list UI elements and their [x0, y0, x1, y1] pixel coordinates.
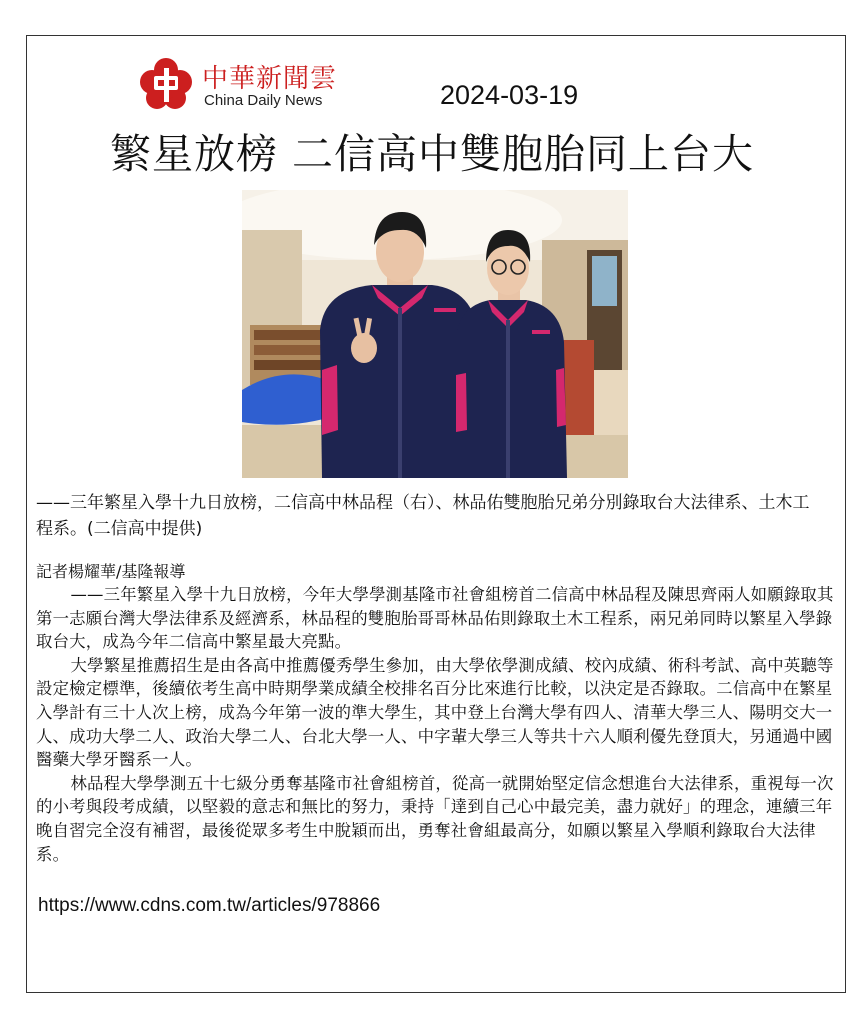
cdn-flower-logo-icon [138, 56, 194, 112]
article-paragraph-2: 大學繁星推薦招生是由各高中推薦優秀學生參加，由大學依學測成績、校內成績、術科考試、高中英聽等設定檢定標準，後續依考生高中時期學業成績全校排名百分比來進行比較，以決定是否錄取。二信高中在繁星入學計有三十人次上榜，成為今年第一波的準大學生，其中登上台灣大學有四人、清華大學三人、陽明交大一人、成功大學二人、政治大學二人、台北大學一人、中字輩大學三人等共十六人順利優先登頂大，另通過中國醫藥大學牙醫系一人。 [36, 655, 834, 770]
masthead-name-en: China Daily News [204, 92, 323, 109]
twin-students-photo [242, 190, 628, 478]
article-date: 2024-03-19 [440, 80, 579, 110]
article-source-url: https://www.cdns.com.tw/articles/978866 [38, 895, 381, 916]
photo-caption: ——三年繁星入學十九日放榜，二信高中林品程（右）、林品佑雙胞胎兄弟分別錄取台大法律系、土木工程系。(二信高中提供) [36, 493, 810, 539]
article-paragraph-1: ——三年繁星入學十九日放榜，今年大學學測基隆市社會組榜首二信高中林品程及陳思齊兩人如願錄取其第一志願台灣大學法律系及經濟系，林品程的雙胞胎哥哥林品佑則錄取土木工程系，兩兄弟同時以繁星入學錄取台大，成為今年二信高中繁星最大亮點。 [36, 585, 834, 652]
masthead [138, 56, 358, 116]
article-paragraph-3: 林品程大學學測五十七級分勇奪基隆市社會組榜首，從高一就開始堅定信念想進台大法律系，重視每一次的小考與段考成績，以堅毅的意志和無比的努力，秉持「達到自己心中最完美，盡力就好」的理念，連續三年晚自習完全沒有補習，最後從眾多考生中脫穎而出，勇奪社會組最高分，如願以繁星入學順利錄取台大法律系。 [36, 773, 834, 864]
article-headline: 繁星放榜 二信高中雙胞胎同上台大 [109, 130, 755, 178]
article-body [36, 583, 836, 866]
masthead-name-cn: 中華新聞雲 [202, 64, 338, 94]
article-byline: 記者楊耀華/基隆報導 [36, 562, 186, 581]
